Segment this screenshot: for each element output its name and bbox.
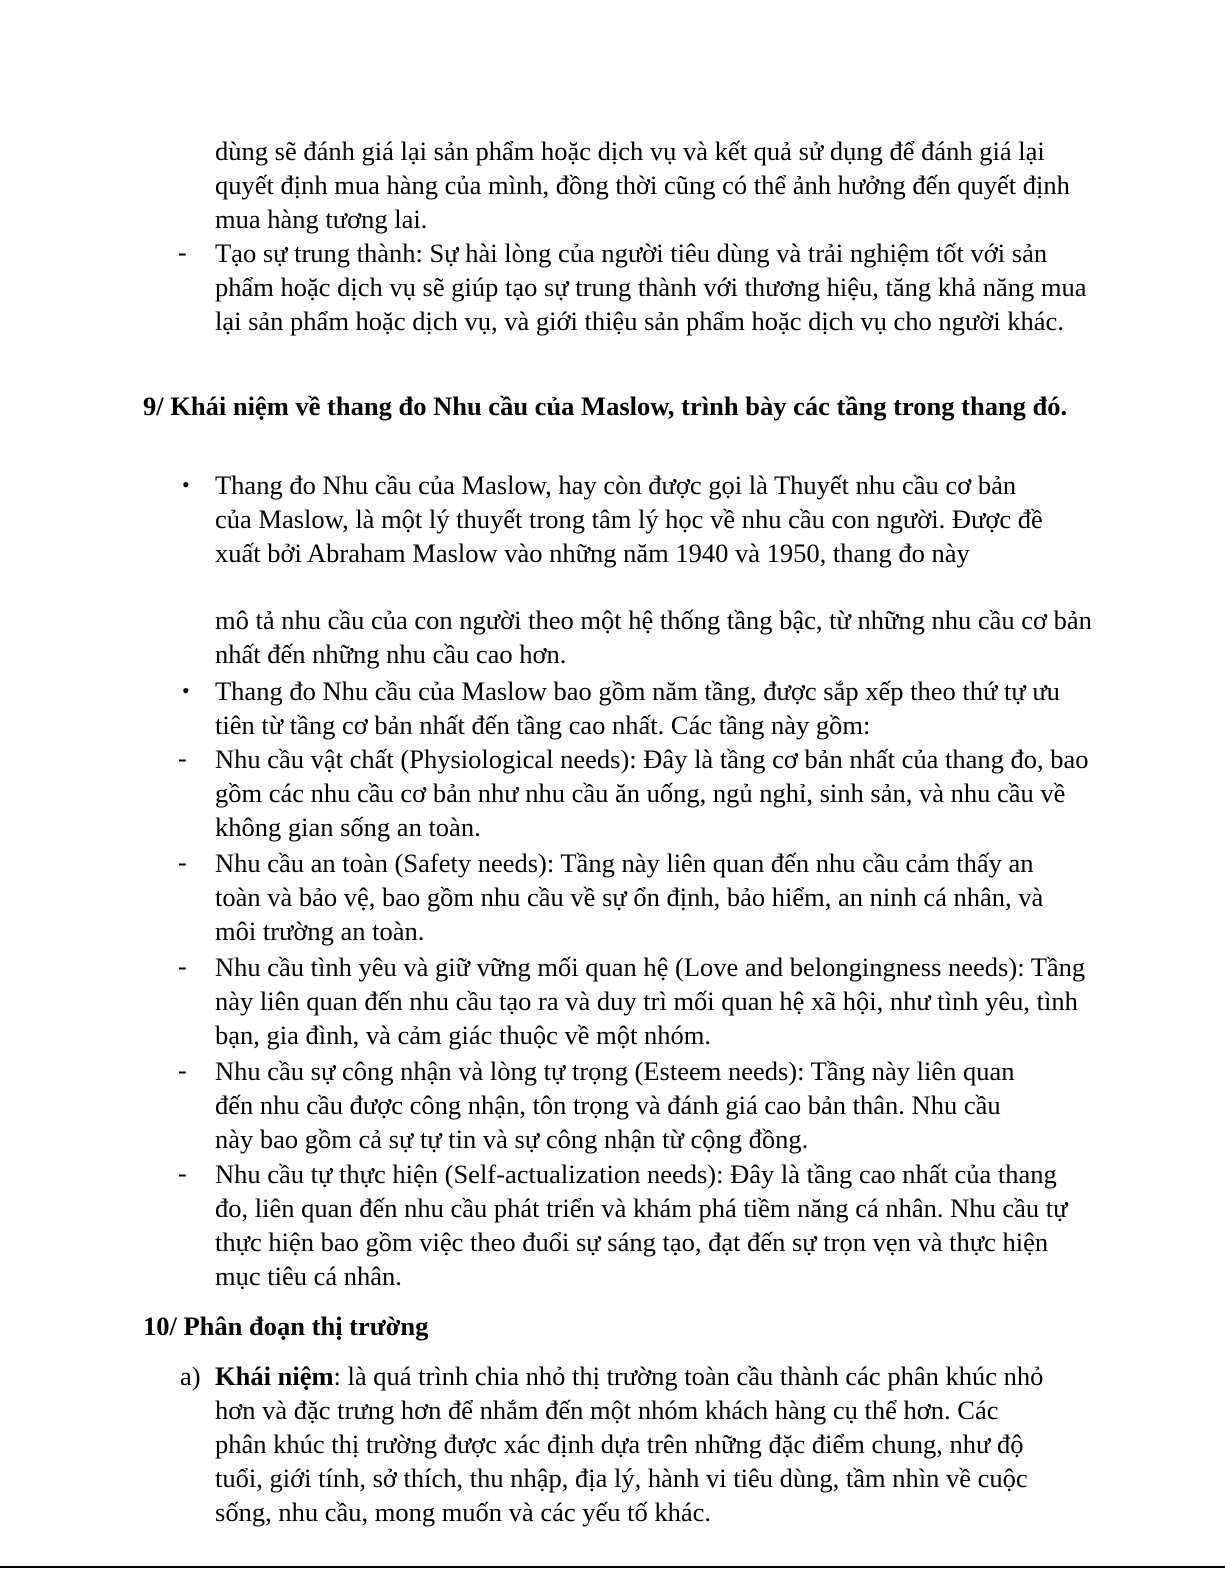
list-marker-dash: -: [178, 744, 187, 773]
level-love-belonging: Nhu cầu tình yêu và giữ vững mối quan hệ (Love and belongingness needs): Tầng này liên quan đến nhu cầu tạo ra và duy trì mối quan hệ xã hội, như tình yêu, tình bạn, gia đình, và cảm giác thuộc về một nhóm.: [215, 952, 1086, 1050]
intro-continuation: dùng sẽ đánh giá lại sản phẩm hoặc dịch vụ và kết quả sử dụng để đánh giá lại quyết định mua hàng của mình, đồng thời cũng có thể ảnh hưởng đến quyết định mua hàng tương lai.: [215, 136, 1070, 234]
list-marker-dash: -: [178, 1056, 187, 1085]
loyalty-paragraph: Tạo sự trung thành: Sự hài lòng của người tiêu dùng và trải nghiệm tốt với sản phẩm hoặc dịch vụ sẽ giúp tạo sự trung thành với thương hiệu, tăng khả năng mua lại sản phẩm hoặc dịch vụ, và giới thiệu sản phẩm hoặc dịch vụ cho người khác.: [215, 238, 1087, 336]
level-esteem: Nhu cầu sự công nhận và lòng tự trọng (Esteem needs): Tầng này liên quan đến nhu cầu được công nhận, tôn trọng và đánh giá cao bản thân. Nhu cầu này bao gồm cả sự tự tin và sự công nhận từ cộng đồng.: [215, 1056, 1015, 1154]
list-marker-dash: -: [178, 848, 187, 877]
definition-text: : là quá trình chia nhỏ thị trường toàn cầu thành các phân khúc nhỏ hơn và đặc trưng hơn để nhắm đến một nhóm khách hàng cụ thể hơn. Các phân khúc thị trường được xác định dựa trên những đặc điểm chung, như độ tuổi, giới tính, sở thích, thu nhập, địa lý, hành vi tiêu dùng, tầm nhìn về cuộc sống, nhu cầu, mong muốn và các yếu tố khác.: [215, 1361, 1044, 1527]
definition-term: Khái niệm: [215, 1361, 334, 1391]
maslow-definition: Thang đo Nhu cầu của Maslow, hay còn được gọi là Thuyết nhu cầu cơ bản của Maslow, là một lý thuyết trong tâm lý học về nhu cầu con người. Được đề xuất bởi Abraham Maslow vào những năm 1940 và 1950, thang đo này: [215, 470, 1043, 568]
list-marker-bullet: •: [182, 472, 190, 497]
maslow-levels-intro: Thang đo Nhu cầu của Maslow bao gồm năm tầng, được sắp xếp theo thứ tự ưu tiên từ tầng cơ bản nhất đến tầng cao nhất. Các tầng này gồm:: [215, 676, 1060, 740]
page-bottom-divider: [0, 1566, 1225, 1568]
market-segmentation-definition: [215, 1359, 1045, 1529]
section-10-heading: 10/ Phân đoạn thị trường: [143, 1311, 429, 1341]
list-marker-letter: a): [180, 1361, 201, 1391]
level-self-actualization: Nhu cầu tự thực hiện (Self-actualization needs): Đây là tầng cao nhất của thang đo, liên quan đến nhu cầu phát triển và khám phá tiềm năng cá nhân. Nhu cầu tự thực hiện bao gồm việc theo đuổi sự sáng tạo, đạt đến sự trọn vẹn và thực hiện mục tiêu cá nhân.: [215, 1159, 1068, 1291]
maslow-definition-continuation: mô tả nhu cầu của con người theo một hệ thống tầng bậc, từ những nhu cầu cơ bản nhất đến những nhu cầu cao hơn.: [215, 605, 1092, 669]
list-marker-dash: -: [178, 952, 187, 981]
level-physiological: Nhu cầu vật chất (Physiological needs): Đây là tầng cơ bản nhất của thang đo, bao gồm các nhu cầu cơ bản như nhu cầu ăn uống, ngủ nghỉ, sinh sản, và nhu cầu về không gian sống an toàn.: [215, 744, 1089, 842]
list-marker-dash: -: [178, 1159, 187, 1188]
list-marker-bullet: •: [182, 678, 190, 703]
list-marker-dash: -: [178, 238, 187, 267]
level-safety: Nhu cầu an toàn (Safety needs): Tầng này liên quan đến nhu cầu cảm thấy an toàn và bảo vệ, bao gồm nhu cầu về sự ổn định, bảo hiểm, an ninh cá nhân, và môi trường an toàn.: [215, 848, 1044, 946]
section-9-heading: 9/ Khái niệm về thang đo Nhu cầu của Maslow, trình bày các tầng trong thang đó.: [143, 391, 1068, 421]
